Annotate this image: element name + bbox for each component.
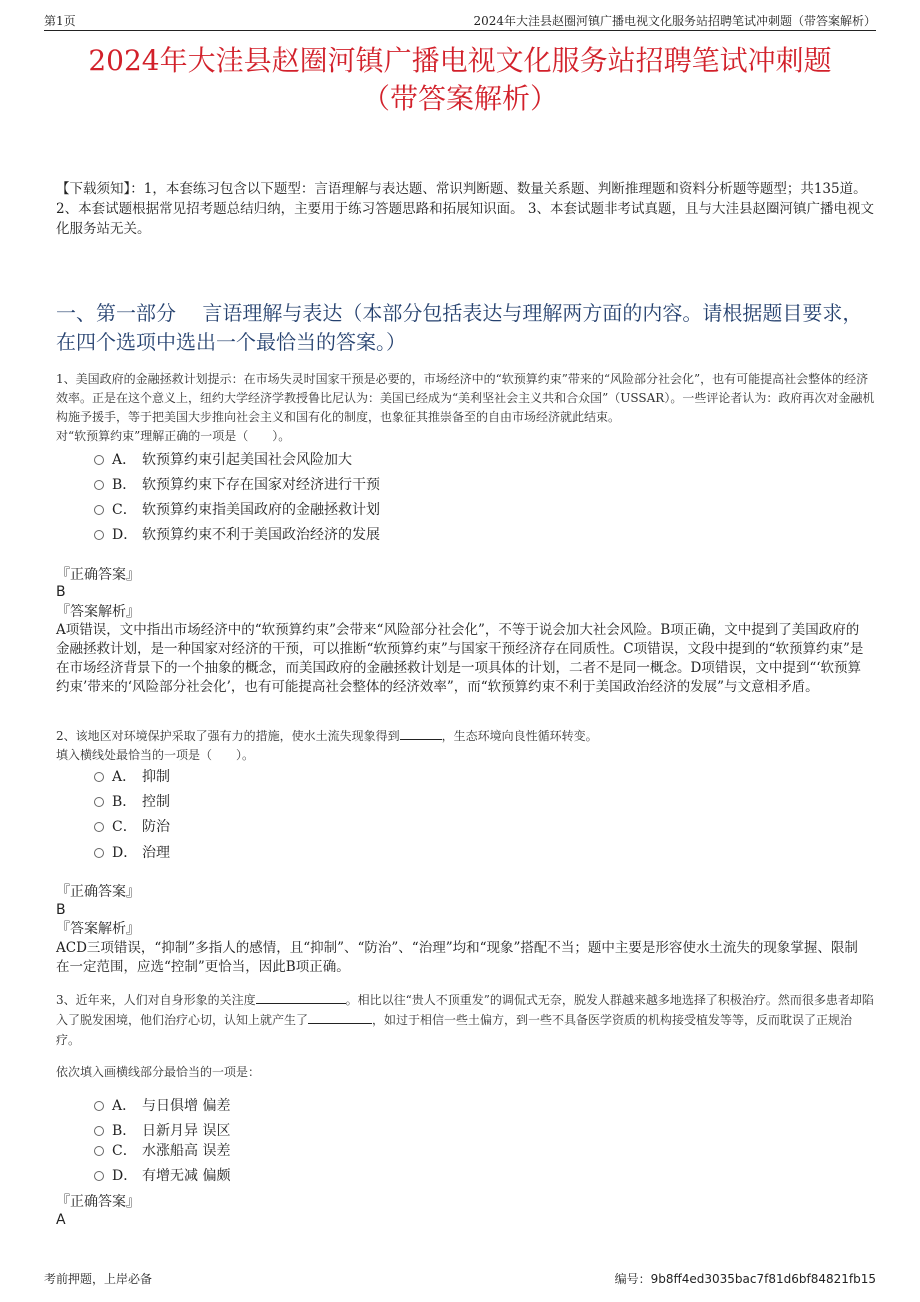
radio-icon[interactable] [94,1126,104,1136]
q2-explanation-label: 『答案解析』 [56,921,140,937]
footer-slogan: 考前押题，上岸必备 [44,1272,153,1286]
q3-option-a[interactable]: A． 与日俱增 偏差 [94,1096,230,1116]
question-1 [56,370,876,446]
q3-correct-answer: A [56,1212,66,1228]
q3-option-d[interactable]: D． 有增无减 偏颇 [94,1166,230,1186]
question-2-stem: 2、该地区对环境保护采取了强有力的措施，使水土流失现象得到 ，生态环境向良性循环转变。 [56,729,598,743]
page-number: 第1页 [44,14,76,28]
q1-option-b[interactable]: B． 软预算约束下存在国家对经济进行干预 [94,475,380,495]
section-heading: 一、第一部分 言语理解与表达（本部分包括表达与理解两方面的内容。请根据题目要求，在四个选项中选出一个最恰当的答案。） [56,301,863,354]
page-title-line2: （带答案解析） [361,82,558,115]
q1-option-d[interactable]: D． 软预算约束不利于美国政治经济的发展 [94,525,380,545]
q3-correct-answer-label: 『正确答案』 [56,1194,140,1210]
q2-option-a[interactable]: A． 抑制 [94,767,170,787]
fill-blank [400,727,442,740]
download-notice: 【下载须知】：1，本套练习包含以下题型：言语理解与表达题、常识判断题、数量关系题、判断推理题和资料分析题等题型；共135道。 2、本套试题根据常见招考题总结归纳，主要用于练习答题思路和拓展知识面。 3、本套试题非考试真题，且与大洼县赵圈河镇广播电视文化服务站无关。 [56,181,874,237]
question-2 [56,727,876,765]
q1-correct-answer: B [56,584,66,600]
q3-option-b[interactable]: B． 日新月异 误区 [94,1121,230,1141]
radio-icon[interactable] [94,480,104,490]
radio-icon[interactable] [94,772,104,782]
radio-icon[interactable] [94,848,104,858]
question-1-ask: 对“软预算约束”理解正确的一项是（ ）。 [56,429,291,443]
radio-icon[interactable] [94,455,104,465]
page-title-line1: 2024年大洼县赵圈河镇广播电视文化服务站招聘笔试冲刺题 [88,44,832,77]
radio-icon[interactable] [94,822,104,832]
header-divider [44,30,876,31]
radio-icon[interactable] [94,1146,104,1156]
q1-explanation-label: 『答案解析』 [56,604,140,620]
q1-option-a[interactable]: A． 软预算约束引起美国社会风险加大 [94,450,352,470]
question-1-stem: 1、美国政府的金融拯救计划提示：在市场失灵时国家干预是必要的，市场经济中的“软预算约束”带来的“风险部分社会化”，也有可能提高社会整体的经济效率。正是在这个意义上，纽约大学经济学教授鲁比尼认为：美国已经成为“美利坚社会主义共和合众国”（USSAR）。一些评论者认为：政府再次对金融机构施予援手，等于把美国大步推向社会主义和国有化的制度，也象征其推崇备至的自由市场经济就此结束。 [56,372,875,424]
q1-explanation: A项错误，文中指出市场经济中的“软预算约束”会带来“风险部分社会化”，不等于说会加大社会风险。B项正确，文中提到了美国政府的金融拯救计划，是一种国家对经济的干预，可以推断“软预算约束”与国家干预经济存在同质性。C项错误，文段中提到的“软预算约束”是在市场经济背景下的一个抽象的概念，而美国政府的金融拯救计划是一项具体的计划，二者不是同一概念。D项错误，文中提到“‘软预算约束’带来的‘风险部分社会化’，也有可能提高社会整体的经济效率”，而“软预算约束不利于美国政治经济的发展”与文意相矛盾。 [56,622,864,695]
question-3-ask: 依次填入画横线部分最恰当的一项是： [56,1065,261,1079]
q2-correct-answer-label: 『正确答案』 [56,884,140,900]
radio-icon[interactable] [94,1171,104,1181]
q2-option-c[interactable]: C． 防治 [94,817,170,837]
page-title [44,42,876,118]
footer-code: 编号：9b8ff4ed3035bac7f81d6bf84821fb15 [614,1272,876,1286]
q2-option-b[interactable]: B． 控制 [94,792,170,812]
fill-blank [256,991,346,1004]
q2-option-d[interactable]: D． 治理 [94,843,170,863]
radio-icon[interactable] [94,797,104,807]
q2-explanation: ACD三项错误，“抑制”多指人的感情，且“抑制”、“防治”、“治理”均和“现象”搭配不当；题中主要是形容使水土流失的现象掌握、限制在一定范围，应选“控制”更恰当，因此B项正确。 [56,940,858,975]
fill-blank [308,1011,372,1024]
radio-icon[interactable] [94,1101,104,1111]
q1-option-c[interactable]: C． 软预算约束指美国政府的金融拯救计划 [94,500,380,520]
radio-icon[interactable] [94,530,104,540]
q1-correct-answer-label: 『正确答案』 [56,567,140,583]
question-3-stem: 3、近年来，人们对自身形象的关注度 。相比以往“贵人不顶重发”的调侃式无奈，脱发人群越来越多地选择了积极治疗。然而很多患者却陷入了脱发困境，他们治疗心切，认知上就产生了 ，如过于相信一些土偏方，到一些不具备医学资质的机构接受植发等等，反而耽误了正规治疗。 [56,993,874,1047]
q2-correct-answer: B [56,902,66,918]
radio-icon[interactable] [94,505,104,515]
question-2-ask: 填入横线处最恰当的一项是（ ）。 [56,748,255,762]
q3-option-c[interactable]: C． 水涨船高 误差 [94,1141,230,1161]
header-doc-title: 2024年大洼县赵圈河镇广播电视文化服务站招聘笔试冲刺题（带答案解析） [473,14,876,28]
